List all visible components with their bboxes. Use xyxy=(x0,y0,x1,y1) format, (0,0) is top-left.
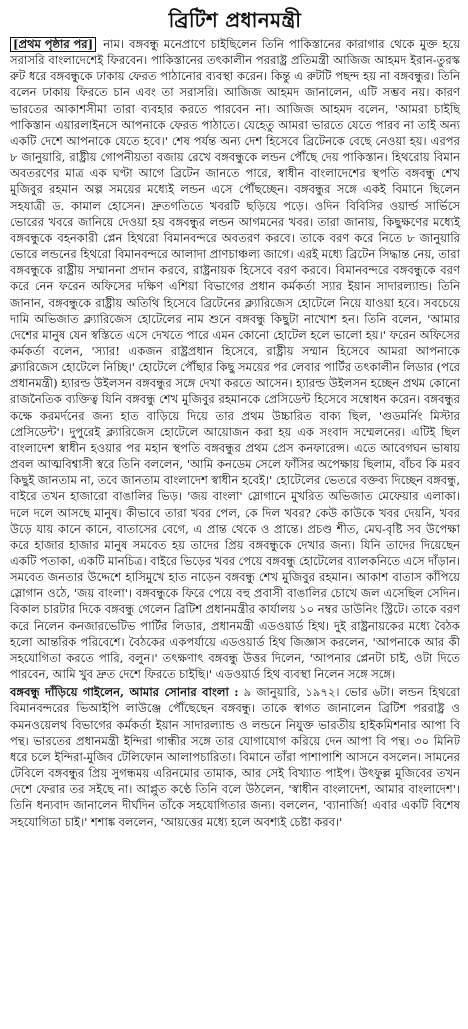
section-2-body-text: ৯ জানুয়ারি, ১৯৭২। ভোর ৬টা। লন্ডন হিথরো বিমানবন্দরের ভিআইপি লাউঞ্জে পৌঁছেছেন বঙ্গবন্ধু। তাকে স্বাগত জানালেন ব্রিটিশ পররাষ্ট্র ও কমনওয়েলথ বিভাগের কর্মকর্তা ইয়ান সাদারল্যান্ড ও লন্ডনে নিযুক্ত ভারতীয় হাইকমিশনার আপা বি পন্থ। ভারতের প্রধানমন্ত্রী ইন্দিরা গান্ধীর সঙ্গে তার যোগাযোগ করিয়ে দেন আপা বি পন্থ। ৩০ মিনিট ধরে চলে ইন্দিরা-মুজিব টেলিফোন আলাপচারিতা। বিমানে তাঁরা পাশাপাশি আসনে বসলেন। সামনের টেবিলে বঙ্গবন্ধুর প্রিয় সুগন্ধময় এরিনমোর তামাক, আর সেই বিখ্যাত পাইপ। উৎফুল্ল মুজিবের তখন দেশে ফেরার তর সইছে না। আপ্লুত কণ্ঠে তিনি বলে উঠলেন, 'স্বাধীন বাংলাদেশ, আমার বাংলাদেশ'। তিনি ধন্যবাদ জানালেন দীর্ঘদিন তাঁকে সহযোগিতার জন্য। বললেন, 'ব্যানার্জি! এবার একটি বিশেষ সহযোগিতা চাই।' শশাঙ্ক বললেন, 'আয়ত্তের মধ্যে হলে অবশ্যই চেষ্টা করব।' xyxy=(10,685,461,829)
article-body-text: নাম। বঙ্গবন্ধু মনেপ্রাণে চাইছিলেন তিনি পাকিস্তানের কারাগার থেকে মুক্ত হয়ে সরাসরি বাংলাদেশেই ফিরবেন। পাকিস্তানের তৎকালীন পররাষ্ট্র প্রতিমন্ত্রী আজিজ আহমদ ইরান-তুরস্ক রুট ধরে বঙ্গবন্ধুকে ঢাকায় ফেরত পাঠানোর ব্যবস্থা করেন। কিন্তু এ রুটটি পছন্দ হয় না বঙ্গবন্ধুর। তিনি বলেন ঢাকায় ফিরতে চান এবং তা সরাসরি। আজিজ আহমদ জানালেন, এটি সম্ভব নয়। কারণ ভারতের আকাশসীমা তারা ব্যবহার করতে পারবেন না। আজিজ আহমদ বলেন, 'আমরা চাইছি পাকিস্তান এয়ারলাইনসে আপনাকে ফেরত পাঠাতে। যেহেতু আমরা ভারতে যেতে পারব না তাই অন্য একটি দেশে আপনাকে যেতে হবে।' শেষ পর্যন্ত অন্য দেশ হিসেবে ব্রিটেনকে বেছে নেওয়া হয়। এরপর ৮ জানুয়ারি, রাষ্ট্রীয় গোপনীয়তা বজায় রেখে বঙ্গবন্ধুকে লন্ডন পৌঁছে দেয় পাকিস্তান। হিথরোয় বিমান অবতরণের মাত্র এক ঘণ্টা আগে ব্রিটেন জানতে পারে, স্বাধীন বাংলাদেশের স্থপতি বঙ্গবন্ধু শেখ মুজিবুর রহমান অল্প সময়ের মধ্যেই লন্ডন এসে পৌঁছচ্ছেন। বঙ্গবন্ধুর সঙ্গে একই বিমানে ছিলেন সহযাত্রী ড. কামাল হোসেন। দ্রুতগতিতে খবরটি ছড়িয়ে পড়ে। ওদিন বিবিসির ওয়ার্ল্ড সার্ভিসে ভোরের খবরে জানিয়ে দেওয়া হয় বঙ্গবন্ধুর লন্ডন আগমনের খবর। তারা জানায়, কিছুক্ষণের মধ্যেই বঙ্গবন্ধুকে বহনকারী প্লেন হিথরো বিমানবন্দরে অবতরণ করবে। তাকে বরণ করে নিতে ৮ জানুয়ারি ভোরে লন্ডনের হিথরো বিমানবন্দরে আলাদা প্রাণচাঞ্চল্য জাগে। এরই মধ্যে ব্রিটেন সিদ্ধান্ত নেয়, তারা বঙ্গবন্ধুকে রাষ্ট্রীয় সম্মাননা প্রদান করবে, রাষ্ট্রনায়ক হিসেবে বরণ করবে। বিমানবন্দরে বঙ্গবন্ধুকে বরণ করে নেন ফরেন অফিসের দক্ষিণ এশিয়া বিভাগের প্রধান কর্মকর্তা স্যার ইয়ান সাদারল্যান্ড। তিনি জানান, বঙ্গবন্ধুকে রাষ্ট্রীয় অতিথি হিসেবে ব্রিটেনের ক্ল্যারিজেস হোটেলে নিয়ে যাওয়া হবে। সবচেয়ে দামি অভিজাত ক্ল্যারিজেস হোটেলের নাম শুনে বঙ্গবন্ধু কিছুটা নাখোশ হন। তিনি বলেন, 'আমার দেশের মানুষ যেন স্বস্তিতে এসে দেখতে পারে এমন কোনো হোটেল হলে ভালো হয়।' ফরেন অফিসের কর্মকর্তা বলেন, 'স্যার! একজন রাষ্ট্রপ্রধান হিসেবে, রাষ্ট্রীয় সম্মান হিসেবে আমরা আপনাকে ক্ল্যারিজেস হোটেলে নিচ্ছি।' হোটেলে পৌঁছার কিছু সময়ের পর লেবার পার্টির তৎকালীন লিডার (পরে প্রধানমন্ত্রী) হ্যারল্ড উইলসন বঙ্গবন্ধুর সঙ্গে দেখা করতে আসেন। হ্যারল্ড উইলসন হচ্ছেন প্রথম কোনো রাজনৈতিক ব্যক্তিত্ব যিনি বঙ্গবন্ধু শেখ মুজিবুর রহমানকে প্রেসিডেন্ট হিসেবে সম্বোধন করেন। বঙ্গবন্ধুর কক্ষে করমর্দনের জন্য হাত বাড়িয়ে দিয়ে তার প্রথম উচ্চারিত বাক্য ছিল, 'গুডমর্নিং মিস্টার প্রেসিডেন্ট'। দুপুরেই ক্ল্যারিজেস হোটেলে আয়োজন করা হয় এক সংবাদ সম্মেলনের। এটিই ছিল বাংলাদেশ স্বাধীন হওয়ার পর মহান স্থপতি বঙ্গবন্ধুর প্রথম প্রেস কনফারেন্স। এতে আবেগঘন ভাষায় প্রবল আত্মবিশ্বাসী স্বরে তিনি বললেন, 'আমি কনডেম সেলে ফাঁসির অপেক্ষায় ছিলাম, বাঁচব কি মরব কিছুই জানতাম না, তবে জানতাম বাংলাদেশ স্বাধীন হবেই।' হোটেলের ভেতরে বক্তব্য দিচ্ছেন বঙ্গবন্ধু, বাইরে তখন হাজারো বাঙালির ভিড়। 'জয় বাংলা' স্লোগানে মুখরিত অভিজাত মেফেয়ার এলাকা। দলে দলে আসছে মানুষ। কীভাবে তারা খবর পেল, কে দিল খবর? কেউ কাউকে খবর দেয়নি, খবর উড়ে যায় কানে কানে, বাতাসের বেগে, এ প্রান্ত থেকে ও প্রান্তে। প্রচণ্ড শীত, মেঘ-বৃষ্টি সব উপেক্ষা করে হাজার হাজার মানুষ সমবেত হয় তাদের প্রিয় বঙ্গবন্ধুকে দেখার জন্য। যিনি তাদের দিয়েছেন একটি পতাকা, একটি মানচিত্র। বাইরে ভিড়ের খবর পেয়ে বঙ্গবন্ধু হোটেলের ব্যালকনিতে এসে দাঁড়ান। সমবেত জনতার উদ্দেশে হাসিমুখে হাত নাড়েন বঙ্গবন্ধু শেখ মুজিবুর রহমান। আকাশ বাতাস কাঁপিয়ে স্লোগান ওঠে, 'জয় বাংলা'। বঙ্গবন্ধুকে ফিরে পেয়ে বহু প্রবাসী বাঙালির চোখে জল এসেছিল সেদিন। বিকাল চারটার দিকে বঙ্গবন্ধু গেলেন ব্রিটিশ প্রধানমন্ত্রীর কার্যালয় ১০ নম্বর ডাউনিং স্ট্রিটে। তাকে বরণ করে নিলেন কনজারভেটিভ পার্টির লিডার, প্রধানমন্ত্রী এডওয়ার্ড হিথ। দুই রাষ্ট্রনায়কের মধ্যে বৈঠক হলো আন্তরিক পরিবেশে। বৈঠকের একপর্যায়ে এডওয়ার্ড হিথ জিজ্ঞাস করলেন, 'আপনাকে আর কী সহযোগিতা করতে পারি, বলুন।' তৎক্ষণাৎ বঙ্গবন্ধু উত্তর দিলেন, 'আপনার প্লেনটা চাই, ওটা দিতে পারবেন, আমি খুব দ্রুত দেশে ফিরতে চাইছি।' এডওয়ার্ড হিথ ব্যবস্থা নিলেন সঙ্গে সঙ্গে। xyxy=(10,37,461,682)
section-sub-heading: বঙ্গবন্ধু দাঁড়িয়ে গাইলেন, আমার সোনার বাংলা : xyxy=(10,685,239,700)
article-section-2 xyxy=(10,684,460,829)
article-body xyxy=(10,36,460,682)
article-headline: ব্রিটিশ প্রধানমন্ত্রী xyxy=(168,8,302,32)
continued-from-front-page-label: [প্রথম পৃষ্ঠার পর] xyxy=(10,37,96,52)
